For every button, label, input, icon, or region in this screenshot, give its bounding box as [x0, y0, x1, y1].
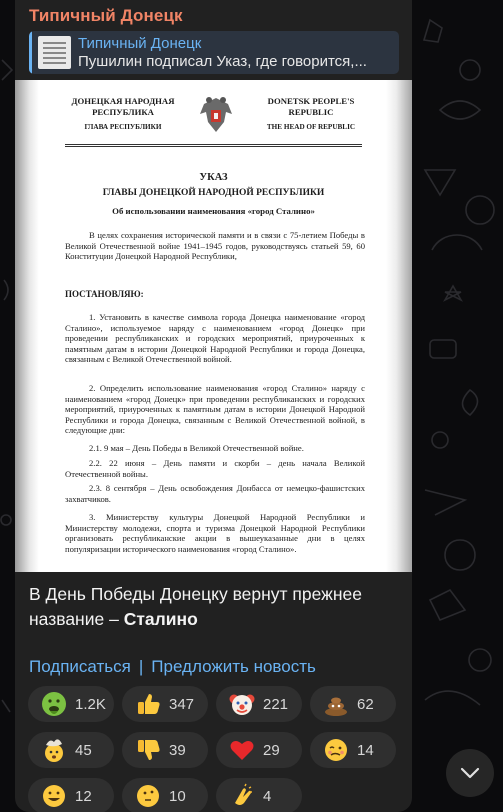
reply-title: Типичный Донецк — [78, 35, 202, 52]
thumbs-up-icon — [135, 691, 161, 717]
nauseated-face-icon — [41, 691, 67, 717]
reaction-count: 347 — [169, 695, 195, 713]
scan-shadow-left — [15, 80, 39, 572]
reaction-nauseated[interactable] — [28, 686, 114, 722]
header-right-line3: THE HEAD OF REPUBLIC — [266, 123, 356, 131]
subscribe-link[interactable]: Подписаться — [29, 657, 131, 676]
reaction-clapping[interactable] — [216, 778, 302, 812]
reaction-grinning[interactable] — [28, 778, 114, 812]
caption-bold: Сталино — [123, 609, 198, 629]
reply-thumbnail — [38, 36, 71, 69]
channel-name[interactable]: Типичный Донецк — [29, 6, 183, 25]
red-heart-icon — [229, 737, 255, 763]
reply-accent-bar — [29, 31, 32, 74]
reaction-count: 10 — [169, 787, 186, 805]
reaction-count: 4 — [263, 787, 272, 805]
header-left-line1: ДОНЕЦКАЯ НАРОДНАЯ — [71, 96, 175, 106]
actions-separator: | — [138, 657, 144, 676]
reaction-thumbs-down[interactable] — [122, 732, 208, 768]
header-rule-bottom — [65, 146, 362, 147]
decree-topic: Об использовании наименования «город Сталино» — [112, 206, 315, 216]
reaction-count: 221 — [263, 695, 289, 713]
exploding-head-icon — [41, 737, 67, 763]
thinking-face-icon — [135, 783, 161, 809]
suggest-news-link[interactable]: Предложить новость — [151, 657, 316, 676]
caption-text: В День Победы Донецку вернут прежнее название – — [29, 584, 363, 629]
decree-item-1: 1. Установить в качестве символа города Донецка наименование «город Сталино», используемое наряду с наименованием «город Донецк» при проведении республиканских и городских мероприятий, приуроченных к памятным датам в истории Донецкой Народной Республики и города Донецка, связанным с Великой Отечественной войной. — [65, 312, 365, 365]
scroll-to-bottom-button[interactable] — [446, 749, 494, 797]
channel-actions — [29, 657, 316, 677]
header-right-line1: DONETSK PEOPLE'S — [267, 96, 355, 106]
decree-intro: В целях сохранения исторической памяти и в связи с 75-летием Победы в Великой Отечественной войне 1941–1945 годов, руководствуясь статьей 59, 60 Конституции Донецкой Народной Республики, — [65, 230, 365, 262]
reaction-count: 62 — [357, 695, 374, 713]
decree-item-3: 3. Министерству культуры Донецкой Народной Республики и Министерству молодежи, спорта и туризма Донецкой Народной Республики организовать республиканские акции в вышеуказанные дни в целях популяризации исторического наименования «город Сталино». — [65, 512, 365, 554]
decree-resolve: ПОСТАНОВЛЯЮ: — [65, 289, 144, 299]
reaction-heart[interactable] — [216, 732, 302, 768]
header-rule-top — [65, 144, 362, 145]
reaction-thinking[interactable] — [122, 778, 208, 812]
decree-item-2-1: 2.1. 9 мая – День Победы в Великой Отечественной войне. — [89, 443, 304, 453]
reaction-count: 12 — [75, 787, 92, 805]
chevron-down-icon — [458, 761, 482, 785]
reaction-count: 14 — [357, 741, 374, 759]
scan-shadow-right — [386, 80, 412, 572]
thumbs-down-icon — [135, 737, 161, 763]
grinning-face-icon — [41, 783, 67, 809]
clown-face-icon — [229, 691, 255, 717]
coat-of-arms-icon — [198, 94, 234, 136]
reaction-clown[interactable] — [216, 686, 302, 722]
reply-preview[interactable] — [29, 31, 399, 74]
reaction-count: 29 — [263, 741, 280, 759]
reaction-poo[interactable] — [310, 686, 396, 722]
decree-title: УКАЗ — [199, 172, 228, 183]
woozy-face-icon — [323, 737, 349, 763]
decree-item-2: 2. Определить использование наименования «город Сталино» наряду с наименованием «город Донецк» при проведении республиканских и городских мероприятий, приуроченных к памятным датам в истории Донецкой Народной Республики и города Донецка, связанным с Великой Отечественной войной, в следующие дни: — [65, 383, 365, 436]
channel-message-bubble — [15, 0, 412, 812]
document-photo[interactable] — [15, 80, 412, 572]
header-left-line3: ГЛАВА РЕСПУБЛИКИ — [84, 123, 162, 131]
decree-item-2-2: 2.2. 22 июня – День памяти и скорби – день начала Великой Отечественной войны. — [65, 458, 365, 479]
pile-of-poo-icon — [323, 691, 349, 717]
reply-text: Пушилин подписал Указ, где говорится,... — [78, 53, 367, 70]
post-caption — [29, 582, 399, 632]
header-left-line2: РЕСПУБЛИКА — [92, 107, 154, 117]
decree-item-2-3: 2.3. 8 сентября – День освобождения Донбасса от немецко-фашистских захватчиков. — [65, 483, 365, 504]
decree-subtitle: ГЛАВЫ ДОНЕЦКОЙ НАРОДНОЙ РЕСПУБЛИКИ — [102, 188, 325, 198]
header-right-line2: REPUBLIC — [288, 107, 334, 117]
clapping-hands-icon — [229, 783, 255, 809]
reaction-woozy[interactable] — [310, 732, 396, 768]
decree-page — [15, 80, 412, 572]
reaction-thumbs-up[interactable] — [122, 686, 208, 722]
reaction-exploding-head[interactable] — [28, 732, 114, 768]
reaction-count: 39 — [169, 741, 186, 759]
reaction-count: 1.2K — [75, 695, 106, 713]
reaction-count: 45 — [75, 741, 92, 759]
